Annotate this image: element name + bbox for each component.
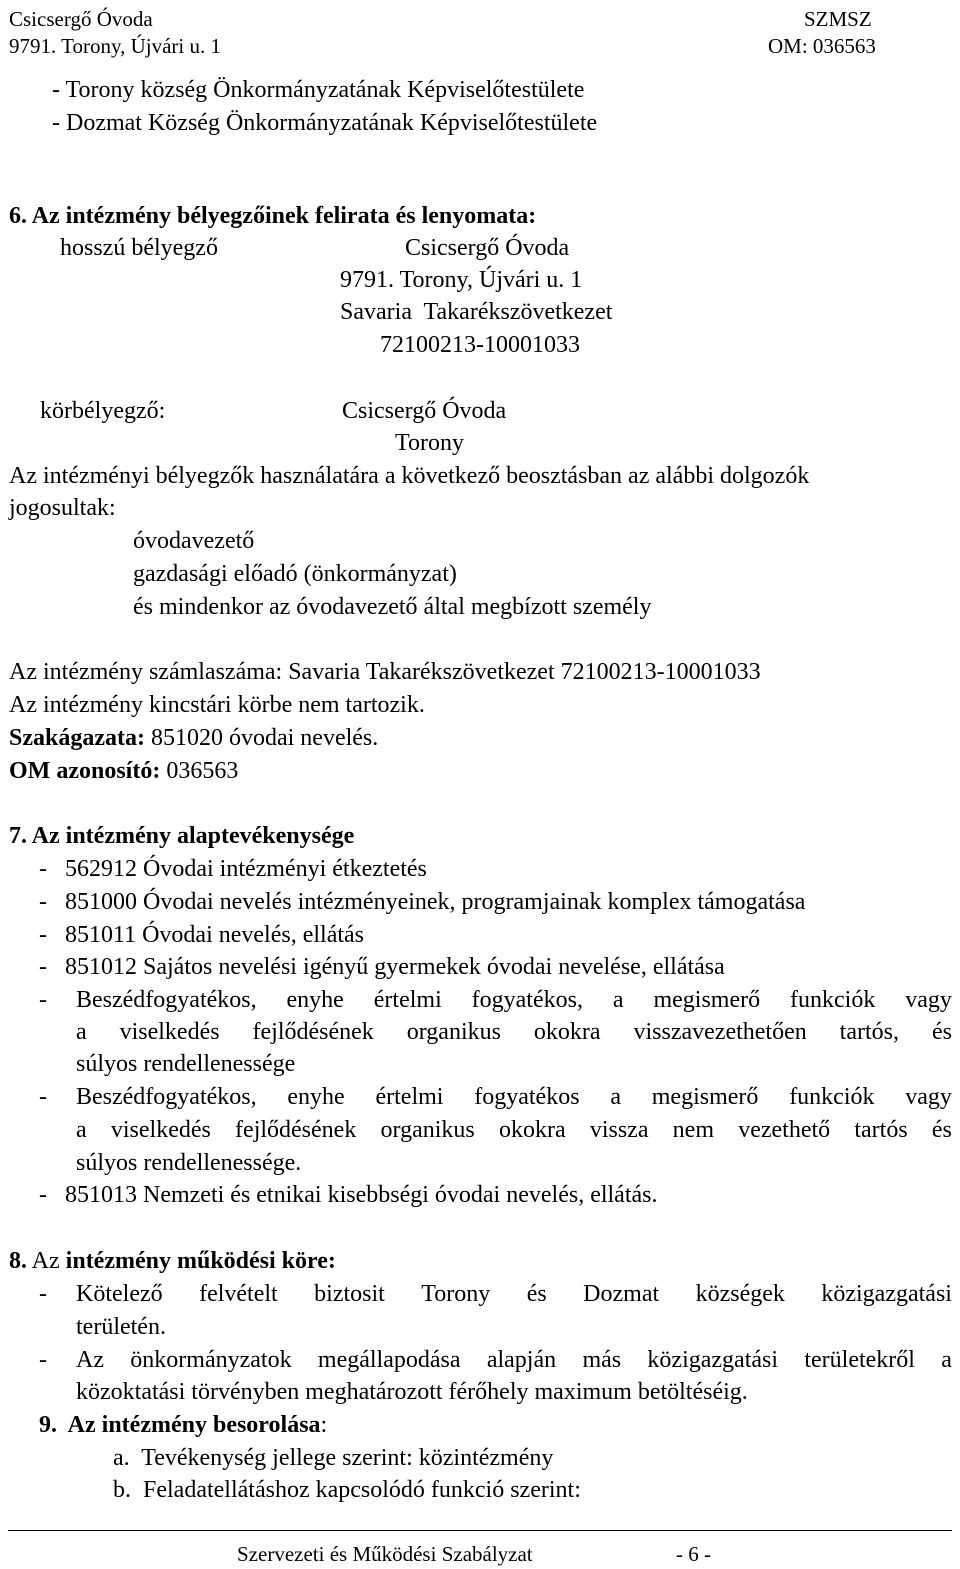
scope-item-justified-line — [76, 1278, 952, 1310]
word: biztosit — [314, 1281, 385, 1307]
header-doc-code: SZMSZ — [804, 7, 872, 31]
section8-title: intézmény működési köre: — [65, 1248, 336, 1274]
scope-item-line: területén. — [76, 1314, 166, 1340]
activity-item-justified-line — [76, 1016, 952, 1048]
long-stamp-line: 72100213-10001033 — [380, 332, 580, 358]
activity-item: - 851012 Sajátos nevelési igényű gyermekek óvodai nevelése, ellátása — [39, 954, 725, 980]
word: önkormányzatok — [130, 1347, 292, 1373]
word: vissza — [589, 1117, 649, 1143]
authorized-person: óvodavezető — [133, 528, 255, 554]
sector-line — [9, 722, 378, 754]
activity-item: - 851011 Óvodai nevelés, ellátás — [39, 922, 365, 948]
activity-item-justified-line — [76, 1081, 952, 1113]
word: Az — [76, 1347, 104, 1373]
header-address: 9791. Torony, Újvári u. 1 — [9, 34, 222, 58]
section8-heading — [9, 1245, 336, 1277]
word: funkciók — [790, 987, 876, 1013]
word: más — [582, 1347, 622, 1373]
om-line — [9, 755, 238, 787]
word: és — [931, 1117, 952, 1143]
activity-item: - 562912 Óvodai intézményi étkeztetés — [39, 856, 427, 882]
word: viselkedés — [119, 1019, 220, 1045]
word: fogyatékos — [474, 1084, 580, 1110]
section6-heading: 6. Az intézmény bélyegzőinek felirata és lenyomata: — [9, 203, 537, 229]
round-stamp-line: Torony — [395, 430, 464, 456]
word: organikus — [380, 1117, 475, 1143]
section9-colon: : — [320, 1412, 328, 1438]
round-stamp-label: körbélyegző: — [40, 398, 166, 424]
activity-item-line: súlyos rendellenessége. — [76, 1150, 302, 1176]
treasury-note: Az intézmény kincstári körbe nem tartozik. — [9, 692, 425, 718]
scope-item-dash: - — [39, 1281, 47, 1307]
word: megállapodása — [317, 1347, 461, 1373]
word: alapján — [486, 1347, 557, 1373]
word: a — [612, 987, 624, 1013]
word: enyhe — [286, 987, 344, 1013]
word: közigazgatási — [821, 1281, 952, 1307]
sector-label: Szakágazata: — [9, 725, 145, 751]
word: a — [941, 1347, 952, 1373]
account-number: Az intézmény számlaszáma: Savaria Takarékszövetkezet 72100213-10001033 — [9, 659, 761, 685]
activity-item-dash: - — [39, 1084, 47, 1110]
word: tartós, — [839, 1019, 899, 1045]
long-stamp-line: Csicsergő Óvoda — [405, 235, 570, 261]
word: Beszédfogyatékos, — [76, 1084, 257, 1110]
round-stamp-line: Csicsergő Óvoda — [342, 398, 507, 424]
word: organikus — [406, 1019, 501, 1045]
word: megismerő — [651, 1084, 759, 1110]
word: a — [76, 1019, 87, 1045]
stamp-usage-text: Az intézményi bélyegzők használatára a következő beosztásban az alábbi dolgozók — [9, 463, 810, 489]
word: Torony — [421, 1281, 491, 1307]
word: Dozmat — [583, 1281, 660, 1307]
section7-heading: 7. Az intézmény alaptevékenysége — [9, 823, 355, 849]
long-stamp-label: hosszú bélyegző — [60, 235, 218, 261]
scope-item-dash: - — [39, 1347, 47, 1373]
section9-title: 9. Az intézmény besorolása — [39, 1412, 321, 1438]
header-institution: Csicsergő Óvoda — [9, 7, 153, 31]
activity-item: - 851000 Óvodai nevelés intézményeinek, programjainak komplex támogatása — [39, 889, 806, 915]
footer-title: Szervezeti és Működési Szabályzat — [237, 1542, 533, 1566]
owner-line: - Torony község Önkormányzatának Képviselőtestülete — [52, 77, 585, 103]
word: fejlődésének — [252, 1019, 374, 1045]
long-stamp-line: Savaria Takarékszövetkezet — [340, 299, 613, 325]
word: községek — [695, 1281, 785, 1307]
activity-item: - 851013 Nemzeti és etnikai kisebbségi óvodai nevelés, ellátás. — [39, 1182, 658, 1208]
section8-az: Az — [27, 1248, 66, 1274]
section8-number: 8. — [9, 1248, 27, 1274]
word: a — [76, 1117, 87, 1143]
om-label: OM azonosító: — [9, 758, 161, 784]
word: vezethető — [738, 1117, 831, 1143]
word: tartós — [854, 1117, 908, 1143]
word: területekről — [804, 1347, 915, 1373]
sector-value: 851020 óvodai nevelés. — [144, 725, 379, 751]
activity-item-dash: - — [39, 987, 47, 1013]
stamp-usage-text: jogosultak: — [9, 495, 116, 521]
word: fejlődésének — [235, 1117, 357, 1143]
word: viselkedés — [110, 1117, 211, 1143]
word: nem — [672, 1117, 714, 1143]
classification-item: a. Tevékenység jellege szerint: közintézmény — [113, 1445, 554, 1471]
word: és — [526, 1281, 547, 1307]
scope-item-justified-line — [76, 1344, 952, 1376]
activity-item-justified-line — [76, 984, 952, 1016]
footer-page-number: - 6 - — [676, 1542, 711, 1566]
word: visszavezethetően — [633, 1019, 807, 1045]
word: értelmi — [373, 987, 442, 1013]
activity-item-justified-line — [76, 1114, 952, 1146]
word: értelmi — [375, 1084, 444, 1110]
word: enyhe — [287, 1084, 345, 1110]
classification-item: b. Feladatellátáshoz kapcsolódó funkció szerint: — [113, 1477, 581, 1503]
word: fogyatékos, — [471, 987, 583, 1013]
om-value: 036563 — [160, 758, 239, 784]
word: és — [931, 1019, 952, 1045]
word: Beszédfogyatékos, — [76, 987, 257, 1013]
word: közigazgatási — [647, 1347, 779, 1373]
authorized-person: gazdasági előadó (önkormányzat) — [133, 561, 457, 587]
authorized-person: és mindenkor az óvodavezető által megbízott személy — [133, 594, 652, 620]
word: funkciók — [789, 1084, 875, 1110]
word: vagy — [905, 1084, 952, 1110]
word: a — [610, 1084, 621, 1110]
word: okokra — [498, 1117, 566, 1143]
section9-heading — [39, 1409, 327, 1441]
owner-line: - Dozmat Község Önkormányzatának Képviselőtestülete — [52, 110, 598, 136]
footer-divider — [8, 1530, 952, 1531]
word: vagy — [905, 987, 952, 1013]
word: okokra — [533, 1019, 601, 1045]
word: felvételt — [199, 1281, 278, 1307]
header-om: OM: 036563 — [768, 34, 876, 58]
word: Kötelező — [76, 1281, 163, 1307]
activity-item-line: súlyos rendellenessége — [76, 1051, 296, 1077]
word: megismerő — [653, 987, 761, 1013]
scope-item-line: közoktatási törvényben meghatározott férőhely maximum betöltéséig. — [76, 1379, 748, 1405]
long-stamp-line: 9791. Torony, Újvári u. 1 — [340, 267, 583, 293]
